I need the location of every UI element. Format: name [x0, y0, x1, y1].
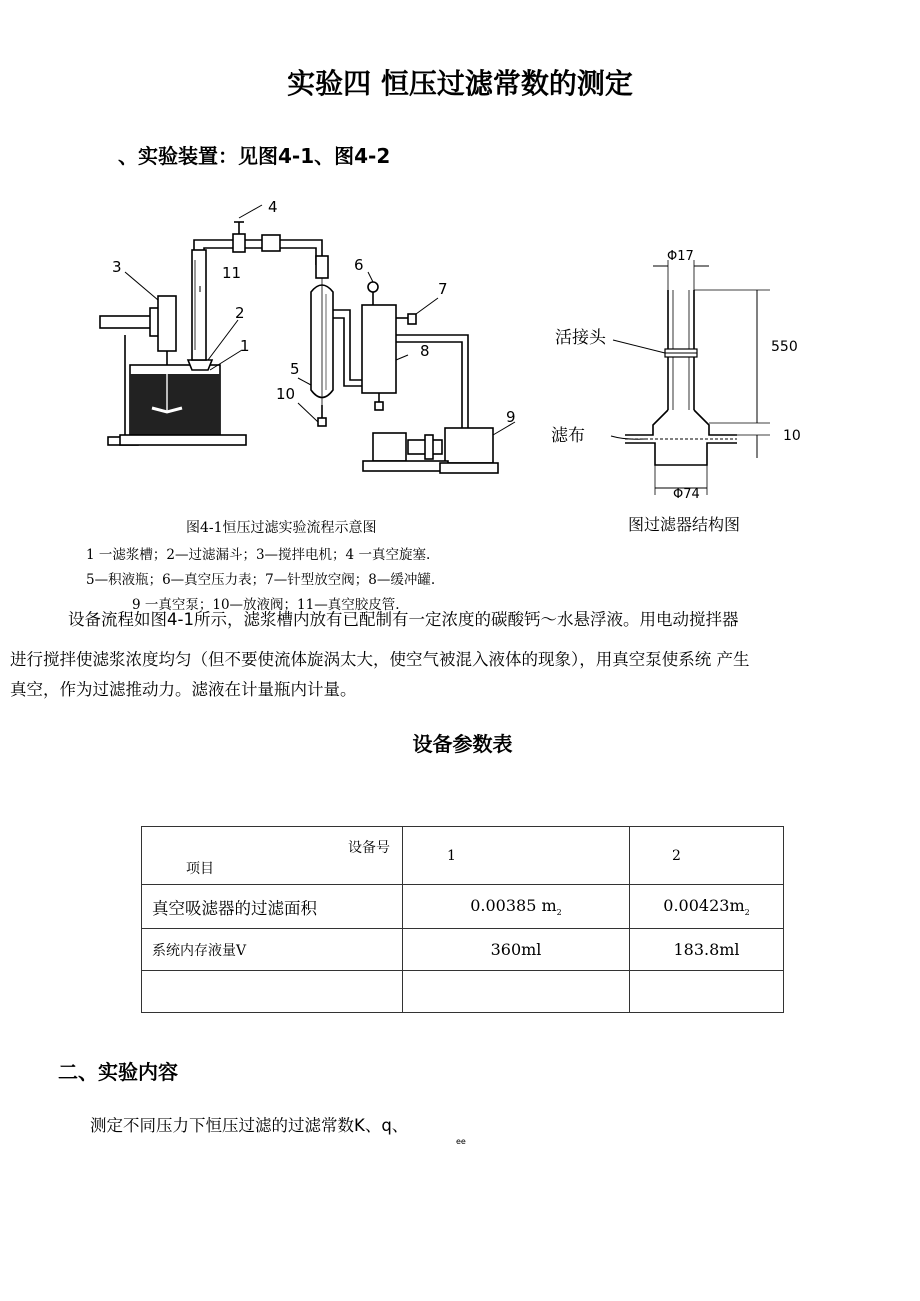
- row3-value2: [630, 971, 784, 1013]
- vacuum-pump-motor: [373, 433, 406, 461]
- figure1-legend-line3: 9 一真空泵；10—放液阀；11—真空胶皮管.: [132, 597, 400, 613]
- vacuum-gauge: [368, 282, 378, 292]
- label-6: 6: [354, 256, 364, 274]
- needle-valve: [408, 314, 416, 324]
- section-content-heading: 二、实验内容: [58, 1060, 178, 1084]
- table-header-row: [142, 827, 784, 885]
- label-10: 10: [276, 385, 296, 403]
- slurry-liquid: [130, 374, 220, 435]
- vacuum-hose: [192, 250, 206, 360]
- buffer-tank: [362, 305, 396, 393]
- row1-value2: $0.00423m_2$: [630, 885, 784, 929]
- label-4: 4: [268, 198, 278, 216]
- table-row: [142, 929, 784, 971]
- page-title: 实验四 恒压过滤常数的测定: [287, 67, 633, 100]
- dim-height: 550: [771, 339, 798, 355]
- label-7: 7: [438, 280, 448, 298]
- label-1: 1: [240, 337, 250, 355]
- vacuum-valve: [233, 234, 245, 252]
- row1-item: 真空吸滤器的过滤面积: [142, 885, 403, 929]
- figure1-caption: 图4-1恒压过滤实验流程示意图: [186, 520, 377, 536]
- filter-funnel: [188, 360, 212, 370]
- vacuum-pump: [445, 428, 493, 463]
- drain-valve: [318, 418, 326, 426]
- figure1-legend-line1: 1 一滤浆槽；2—过滤漏斗；3—搅拌电机；4 一真空旋塞.: [86, 547, 431, 563]
- label-union-joint: 活接头: [555, 328, 606, 348]
- label-2: 2: [235, 304, 245, 322]
- label-9: 9: [506, 408, 516, 426]
- paragraph-line3: 真空，作为过滤推动力。滤液在计量瓶内计量。: [10, 680, 357, 699]
- dim-top-diameter: Φ17: [667, 249, 694, 264]
- table-row: [142, 971, 784, 1013]
- filter-structure-figure: [545, 240, 815, 510]
- parameter-table: [141, 826, 784, 1013]
- table-row: [142, 885, 784, 929]
- figure2-caption: 图过滤器结构图: [628, 515, 741, 534]
- row1-value1: 0.00385 $m_2$: [403, 885, 630, 929]
- dim-small: 10: [783, 428, 801, 444]
- flow-diagram-figure: [90, 190, 540, 490]
- header-col1: 1: [403, 827, 630, 885]
- table-title: 设备参数表: [412, 732, 513, 756]
- row2-value1: 360ml: [403, 929, 630, 971]
- content-subscript: ee: [456, 1137, 466, 1146]
- paragraph-line2: 进行搅拌使滤浆浓度均匀（但不要使流体旋涡太大，使空气被混入液体的现象），用真空泵使系统 产生: [10, 650, 750, 669]
- stir-motor: [158, 296, 176, 351]
- dim-bottom-diameter: Φ74: [673, 487, 700, 502]
- label-11: 11: [222, 264, 242, 282]
- row3-value1: [403, 971, 630, 1013]
- header-device: 设备号: [348, 840, 390, 856]
- row2-value2: 183.8ml: [630, 929, 784, 971]
- content-line: 测定不同压力下恒压过滤的过滤常数K、q、: [90, 1116, 409, 1135]
- header-item: 项目: [186, 861, 214, 877]
- paragraph-line1: 设备流程如图4-1所示，滤浆槽内放有已配制有一定浓度的碳酸钙～水悬浮液。用电动搅拌器: [68, 610, 739, 629]
- figure1-legend-line2: 5—积液瓶；6—真空压力表；7—针型放空阀；8—缓冲罐.: [86, 572, 436, 588]
- section-apparatus-heading: 、实验装置：见图4-1、图4-2: [118, 144, 391, 168]
- label-5: 5: [290, 360, 300, 378]
- row3-item: [142, 971, 403, 1013]
- header-corner-cell: [142, 827, 403, 885]
- row2-item: 系统内存液量V: [142, 929, 403, 971]
- label-filter-cloth: 滤布: [551, 426, 585, 446]
- header-col2: 2: [630, 827, 784, 885]
- label-8: 8: [420, 342, 430, 360]
- label-3: 3: [112, 258, 122, 276]
